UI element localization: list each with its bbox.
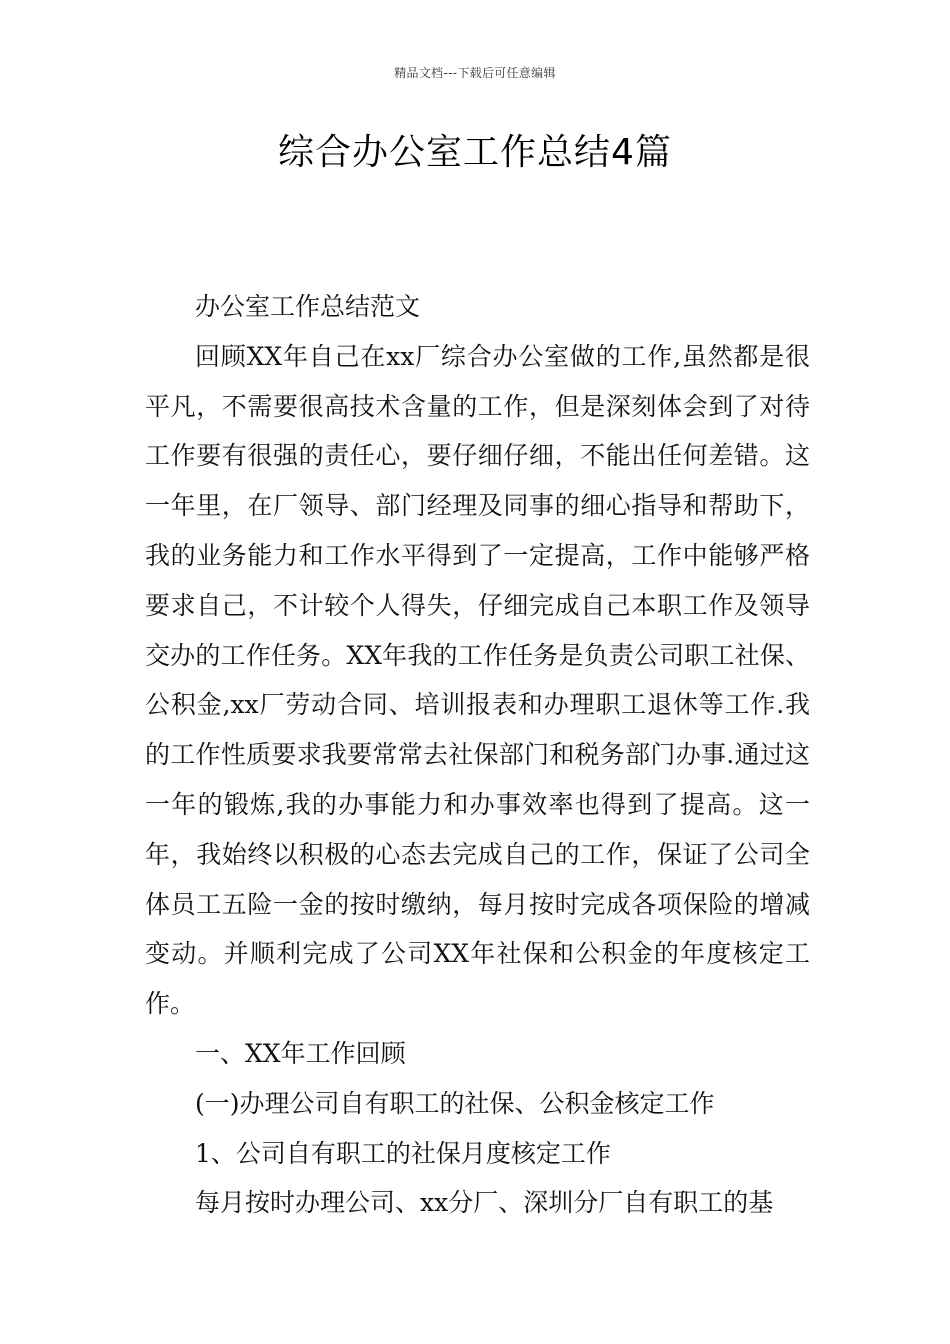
- body-paragraph: 回顾XX年自己在xx厂综合办公室做的工作,虽然都是很平凡，不需要很高技术含量的工作，但是深刻体会到了对待工作要有很强的责任心，要仔细仔细，不能出任何差错。这一年里，在厂领导、部门经理及同事的细心指导和帮助下，我的业务能力和工作水平得到了一定提高，工作中能够严格要求自己，不计较个人得失，仔细完成自己本职工作及领导交办的工作任务。XX年我的工作任务是负责公司职工社保、公积金,xx厂劳动合同、培训报表和办理职工退休等工作.我的工作性质要求我要常常去社保部门和税务部门办事.通过这一年的锻炼,我的办事能力和办事效率也得到了提高。这一年，我始终以积极的心态去完成自己的工作，保证了公司全体员工五险一金的按时缴纳，每月按时完成各项保险的增减变动。并顺利完成了公司XX年社保和公积金的年度核定工作。: [145, 341, 810, 1019]
- subsection-heading: (一)办理公司自有职工的社保、公积金核定工作: [195, 1088, 715, 1118]
- section-heading: 办公室工作总结范文: [195, 292, 421, 321]
- document-body: [145, 282, 810, 1228]
- body-paragraph: 每月按时办理公司、xx分厂、深圳分厂自有职工的基: [195, 1188, 774, 1218]
- subsection-heading: 1、公司自有职工的社保月度核定工作: [195, 1138, 611, 1168]
- header-note: 精品文档---下载后可任意编辑: [394, 66, 556, 80]
- document-title: 综合办公室工作总结4篇: [278, 132, 672, 173]
- section-heading: 一、XX年工作回顾: [195, 1038, 406, 1068]
